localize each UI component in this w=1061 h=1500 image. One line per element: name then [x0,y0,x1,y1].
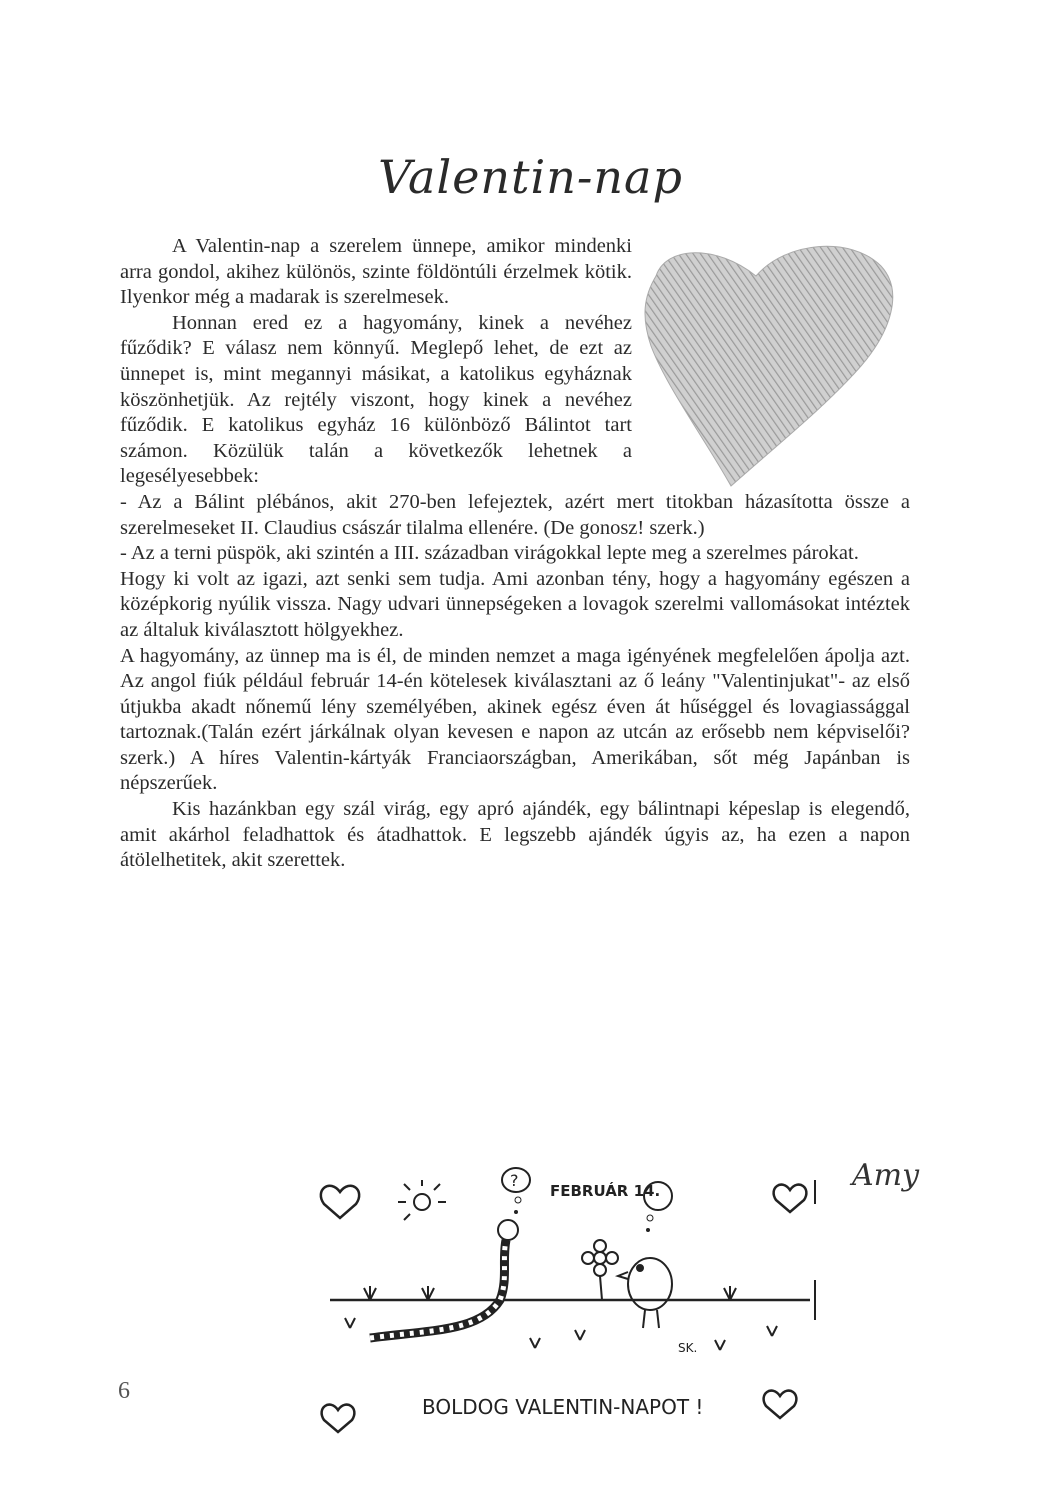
page-title: Valentin-nap [378,150,683,204]
paragraph-4: - Az a terni püspök, aki szintén a III. században virágokkal lepte meg a szerelmes párokat. [120,542,859,565]
paragraph-5: Hogy ki volt az igazi, azt senki sem tudja. Ami azonban tény, hogy a hagyomány egészen a középkorig nyúlik vissza. Nagy udvari ünnepségeken a lovagok szerelmi vallomásokat intéztek az általuk kiválasztott hölgyekhez. [120,567,910,641]
valentine-doodle [310,1160,830,1460]
paragraph-6: A hagyomány, az ünnep ma is él, de minden nemzet a maga igényének megfelelően ápolja azt. Az angol fiúk például február 14-én kötelesek kiválasztani az ő leány "Valentinjukat"- az első útjukba akadt nőnemű lény személyében, akinek egész éven át hűséggel és lovagiassággal tartoznak.(Talán ezért járkálnak olyan kevesen e napon az utcán az erősebb nem képviselői? szerk.) A híres Valentin-kártyák Franciaországban, Amerikában, sőt még Japánban is népszerűek. [120,644,910,795]
doodle-greeting: BOLDOG VALENTIN-NAPOT ! [422,1395,704,1419]
paragraph-7: Kis hazánkban egy szál virág, egy apró ajándék, egy bálintnapi képeslap is elegendő, amit akárhol feladhattok és átadhattok. E legszebb ajándék úgyis az, ha ezen a napon átölelhetitek, akit szerettek. [120,798,910,872]
paragraph-2: Honnan ered ez a hagyomány, kinek a nevéhez fűződik? E válasz nem könnyű. Meglepő lehet, de ezt az ünnepet is, mint megannyi másikat, a katolikus egyháznak köszönhetjük. Az rejtély viszont, hogy kinek a nevéhez fűződik. E katolikus egyház 16 különböző Bálintot tart számon. Közülük talán a következők lehetnek a legesélyesebbek: [120,311,632,488]
paragraph-1: A Valentin-nap a szerelem ünnepe, amikor mindenki arra gondol, akihez különös, szinte földöntúli érzelmek kötik. Ilyenkor még a madarak is szerelmesek. [120,235,632,309]
page-number: 6 [118,1378,130,1404]
question-mark: ? [510,1171,519,1190]
sun-icon [398,1180,446,1220]
doodle-initials: SK. [678,1341,698,1355]
bird-icon [618,1258,672,1328]
doodle-date: FEBRUÁR 14. [550,1182,661,1200]
heart-icon [322,1405,355,1432]
heart-icon [321,1186,359,1218]
paragraph-3: - Az a Bálint plébános, akit 270-ben lefejeztek, azért mert titokban házasította össze a szerelmeseket II. Claudius császár tilalma ellenére. (De gonosz! szerk.) [120,490,910,539]
heart-icon [764,1391,797,1418]
flower-icon [582,1240,618,1300]
worm-icon [370,1240,506,1338]
article-body [120,234,910,874]
heart-icon [774,1185,807,1212]
author-signature: Amy [852,1158,920,1193]
